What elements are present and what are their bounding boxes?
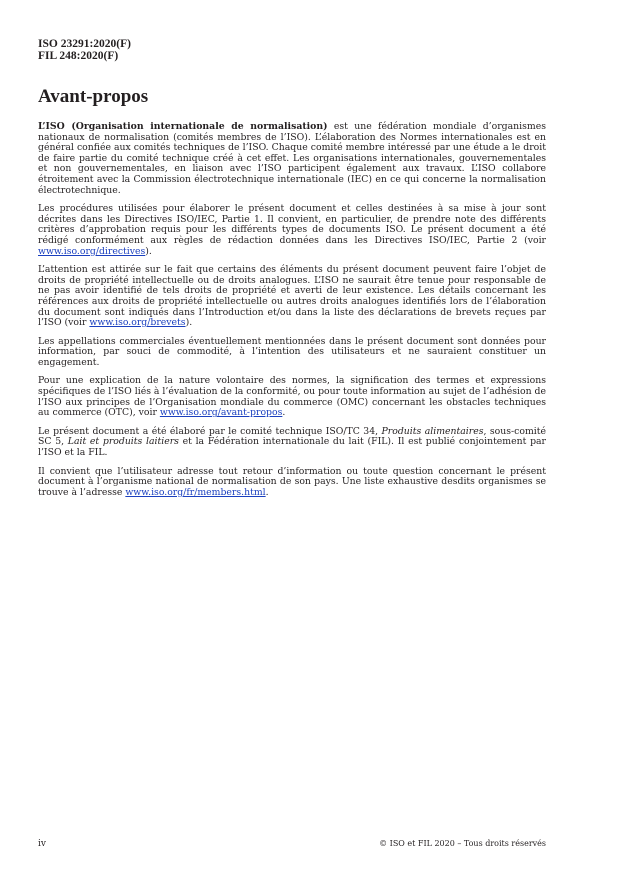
paragraph-procedures	[38, 204, 546, 257]
iso-name-bold: L’ISO (Organisation internationale de normalisation)	[38, 121, 328, 132]
committee-name: Produits alimentaires	[381, 425, 484, 437]
paragraph-end: .	[265, 486, 269, 498]
page-number: iv	[38, 839, 46, 849]
paragraph-committee	[38, 427, 546, 459]
paragraph-text: Les procédures utilisées pour élaborer le présent document et celles destinées à sa mise à jour sont décrites dans les Directives ISO/IEC, Partie 1. Il convient, en particulier, de prendre note des différents critères d’approbation requis pour les différents types de documents ISO. Le présent document a été rédigé conformément aux règles de rédaction données dans les Directives ISO/IEC, Partie 2 (voir	[38, 203, 546, 246]
paragraph-text: et la Fédération internationale du lait (FIL). Il est publié conjointement par l’ISO et la FIL.	[38, 436, 547, 459]
header-iso-ref: ISO 23291:2020(F)	[38, 38, 131, 50]
paragraph-patents	[38, 265, 546, 329]
paragraph-end: ).	[145, 245, 152, 257]
document-header	[38, 38, 131, 62]
paragraph-voluntary-nature	[38, 376, 546, 418]
paragraph-text: , sous-comité SC 5,	[38, 425, 546, 448]
directives-link[interactable]: www.iso.org/directives	[38, 245, 146, 257]
foreword-link[interactable]: www.iso.org/avant-propos	[159, 407, 283, 419]
subcommittee-name: Lait et produits laitiers	[67, 436, 179, 448]
paragraph-text: Le présent document a été élaboré par le comité technique ISO/TC 34,	[38, 425, 382, 437]
paragraph-trade-names: Les appellations commerciales éventuellement mentionnées dans le présent document sont données pour information, par souci de commodité, à l’intention des utilisateurs et ne sauraient constituer un engagement.	[38, 335, 546, 368]
copyright-notice: © ISO et FIL 2020 – Tous droits réservés	[379, 839, 546, 848]
paragraph-text: Il convient que l’utilisateur adresse tout retour d’information ou toute question concernant le présent document à l’organisme national de normalisation de son pays. Une liste exhaustive desdits organismes se trouve à l’adresse	[38, 465, 546, 498]
paragraph-end: .	[282, 407, 286, 419]
patents-link[interactable]: www.iso.org/brevets	[89, 317, 186, 329]
page-title: Avant-propos	[38, 86, 149, 107]
paragraph-text: Pour une explication de la nature volontaire des normes, la signification des termes et expressions spécifiques de l’ISO liés à l’évaluation de la conformité, ou pour toute information au sujet de l’adhésion de l’ISO aux principes de l’Organisation mondiale du commerce (OMC) concernant les obstacles techniques au commerce (OTC), voir	[38, 375, 546, 419]
paragraph-feedback	[38, 467, 546, 499]
paragraph-text: est une fédération mondiale d’organismes nationaux de normalisation (comités membres de l’ISO). L’élaboration des Normes internationales est en général confiée aux comités techniques de l’ISO. Chaque comité membre intéressé par une étude a le droit de faire partie du comité technique créé à cet effet. Les organisations internationales, gouvernementales et non gouvernementales, en liaison avec l’ISO participent également aux travaux. L’ISO collabore étroitement avec la Commission électrotechnique internationale (IEC) en ce qui concerne la normalisation électrotechnique.	[38, 121, 546, 196]
paragraph-text: L’attention est attirée sur le fait que certains des éléments du présent document peuvent faire l’objet de droits de propriété intellectuelle ou de droits analogues. L’ISO ne saurait être tenue pour responsable de ne pas avoir identifié de tels droits de propriété et averti de leur existence. Les détails concernant les références aux droits de propriété intellectuelle ou autres droits analogues identifiés lors de l’élaboration du document sont indiqués dans l’Introduction et/ou dans la liste des déclarations de brevets reçues par l’ISO (voir	[38, 264, 546, 329]
members-link[interactable]: www.iso.org/fr/members.html	[125, 486, 266, 498]
body-text	[38, 122, 546, 506]
header-fil-ref: FIL 248:2020(F)	[38, 50, 119, 62]
paragraph-iso-definition	[38, 122, 546, 196]
paragraph-end: ).	[185, 317, 193, 329]
